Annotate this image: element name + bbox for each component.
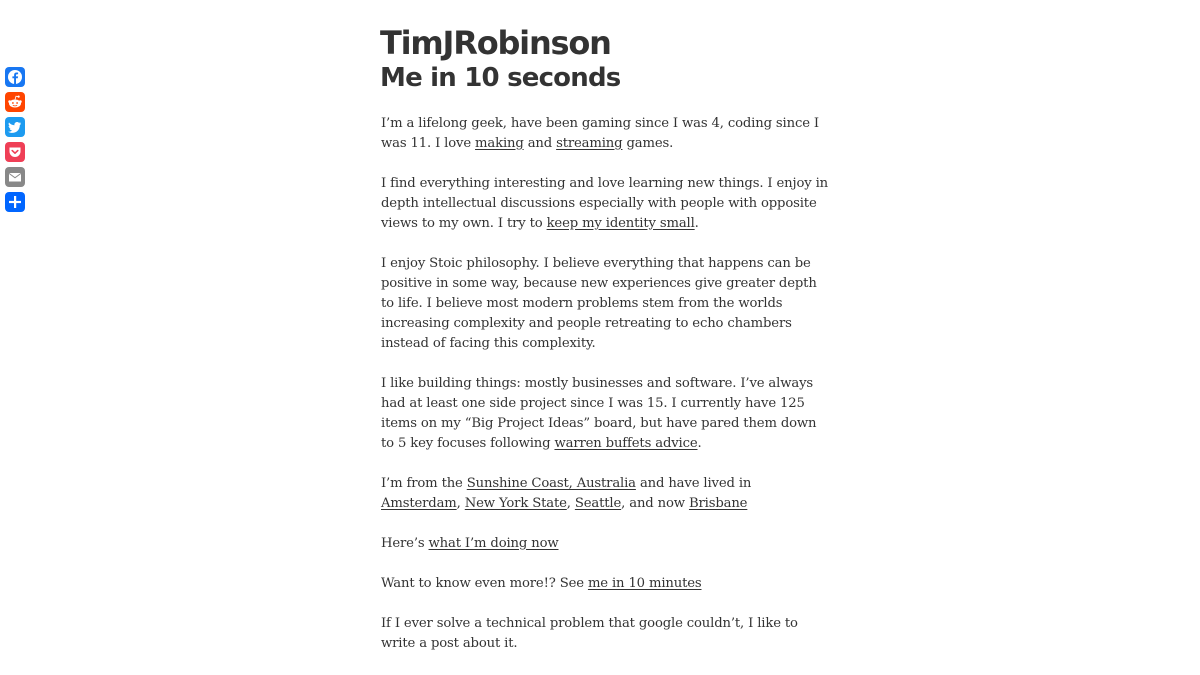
email-icon (5, 167, 25, 187)
sunshine-coast-link[interactable]: Sunshine Coast, Australia (466, 476, 636, 491)
page-title: Me in 10 seconds (380, 63, 621, 93)
paragraph-now: Here’s what I’m doing now (381, 536, 559, 551)
paragraph-technical: If I ever solve a technical problem that google couldn’t, I like to write a post about it. (381, 616, 798, 651)
twitter-icon (5, 117, 25, 137)
paragraph-intro: I’m a lifelong geek, have been gaming since I was 4, coding since I was 11. I love making and streaming games. (381, 116, 819, 151)
share-sidebar (5, 67, 25, 217)
paragraph-building: I like building things: mostly businesses and software. I’ve always had at least one side project since I was 15. I currently have 125 items on my “Big Project Ideas” board, but have pared them down to 5 key focuses following warren buffets advice. (381, 376, 817, 451)
keep-identity-small-link[interactable]: keep my identity small (546, 216, 695, 231)
paragraph-more: Want to know even more!? See me in 10 minutes (381, 576, 702, 591)
paragraph-philosophy: I enjoy Stoic philosophy. I believe everything that happens can be positive in some way, because new experiences give greater depth to life. I believe most modern problems stem from the worlds increasing complexity and people retreating to echo chambers instead of facing this complexity. (381, 256, 817, 351)
me-in-10-minutes-link[interactable]: me in 10 minutes (587, 576, 702, 591)
twitter-share-button[interactable] (5, 117, 25, 137)
facebook-share-button[interactable] (5, 67, 25, 87)
entry-content (380, 114, 828, 654)
facebook-icon (5, 67, 25, 87)
new-york-state-link[interactable]: New York State (464, 496, 567, 511)
paragraph-locations: I’m from the Sunshine Coast, Australia and have lived in Amsterdam, New York State, Seattle, and now Brisbane (381, 476, 752, 511)
making-link[interactable]: making (475, 136, 524, 151)
reddit-icon (5, 92, 25, 112)
brisbane-link[interactable]: Brisbane (688, 496, 748, 511)
share-more-button[interactable] (5, 192, 25, 212)
plus-icon (5, 192, 25, 212)
main-content (380, 22, 830, 674)
reddit-share-button[interactable] (5, 92, 25, 112)
site-title[interactable]: TimJRobinson (380, 24, 611, 62)
paragraph-interests: I find everything interesting and love learning new things. I enjoy in depth intellectual discussions especially with people with opposite views to my own. I try to keep my identity small. (381, 176, 828, 231)
seattle-link[interactable]: Seattle (574, 496, 622, 511)
what-im-doing-now-link[interactable]: what I’m doing now (428, 536, 559, 551)
warren-buffets-advice-link[interactable]: warren buffets advice (554, 436, 698, 451)
email-share-button[interactable] (5, 167, 25, 187)
pocket-share-button[interactable] (5, 142, 25, 162)
streaming-link[interactable]: streaming (556, 136, 623, 151)
amsterdam-link[interactable]: Amsterdam (381, 496, 457, 511)
pocket-icon (5, 142, 25, 162)
